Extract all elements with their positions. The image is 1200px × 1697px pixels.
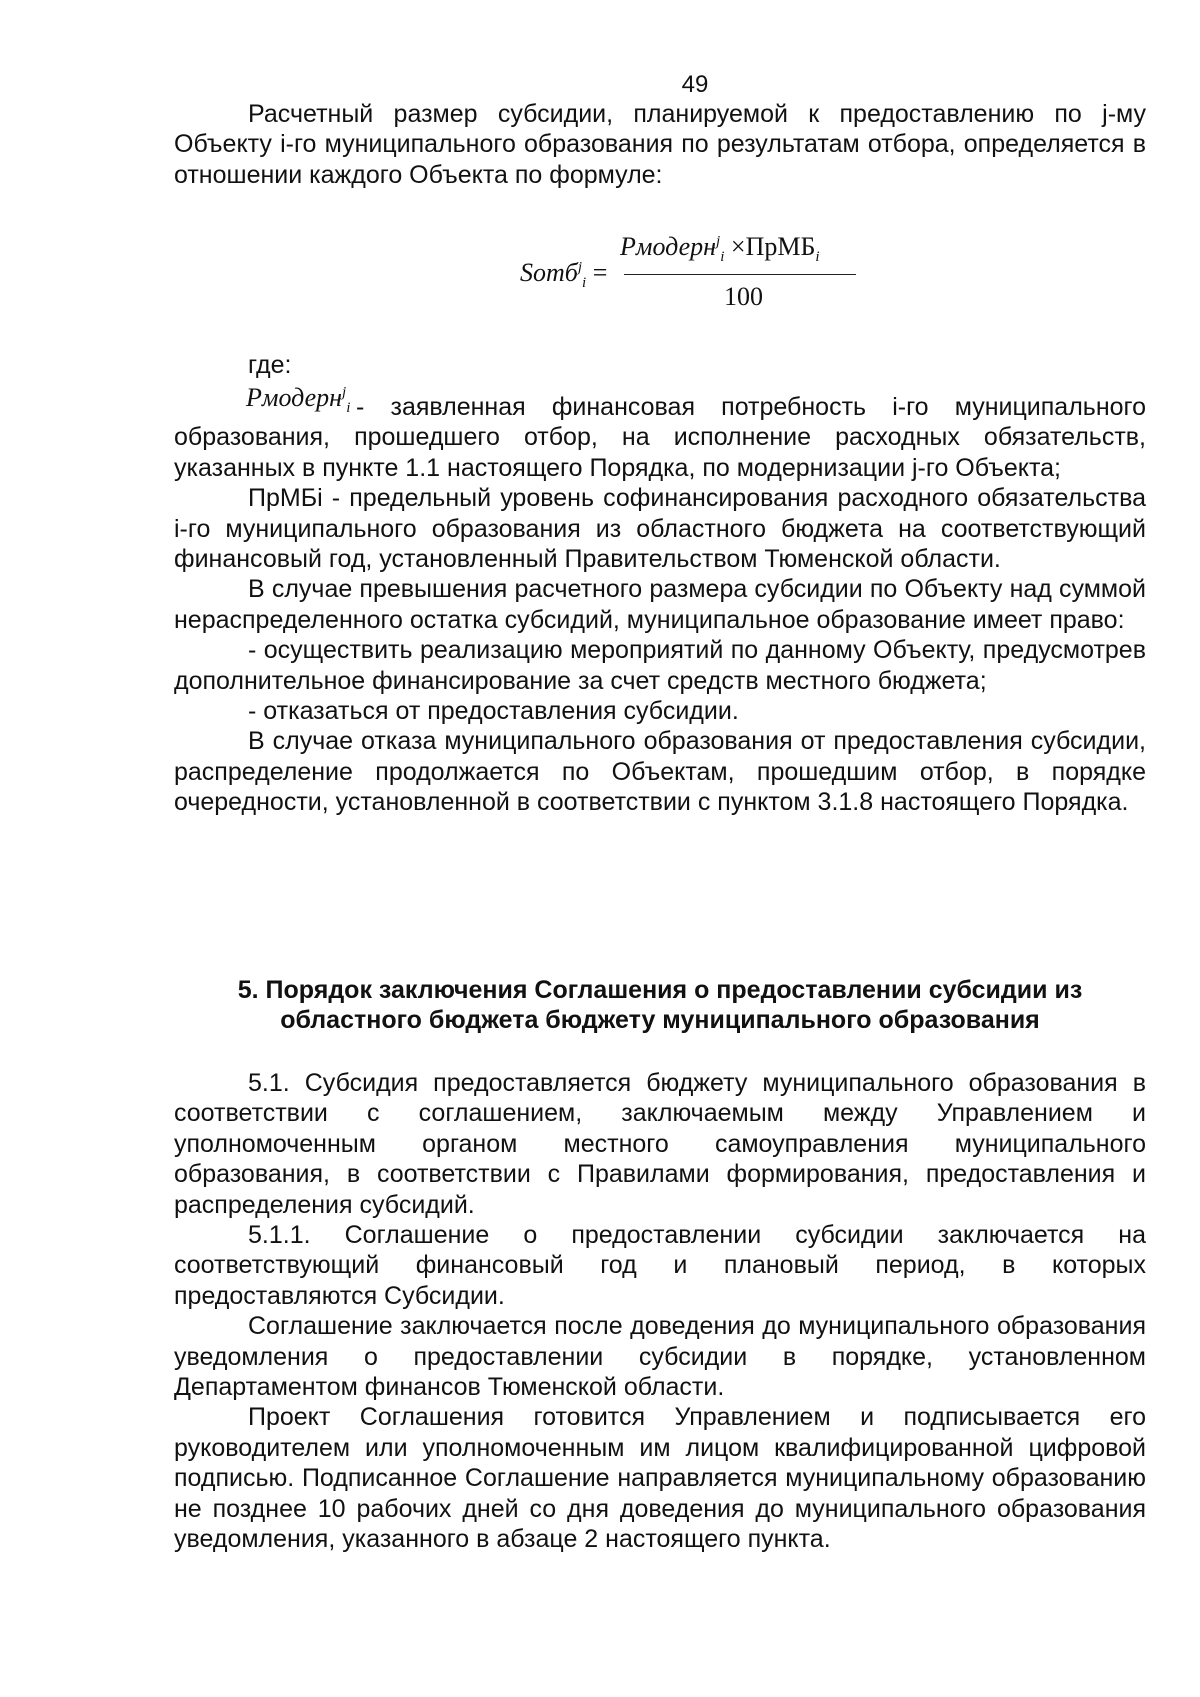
formula-times: × bbox=[730, 232, 746, 261]
definition-1-symbol bbox=[246, 383, 351, 417]
subsidy-formula bbox=[520, 232, 860, 312]
section-5-heading bbox=[174, 975, 1146, 1036]
intro-block bbox=[174, 99, 1146, 190]
formula-lhs bbox=[520, 258, 608, 292]
formula-numerator bbox=[620, 232, 820, 266]
option-1-paragraph: - осуществить реализацию мероприятий по данному Объекту, предусмотрев дополнительное финансирование за счет средств местного бюджета; bbox=[174, 636, 1146, 695]
definition-1-paragraph: - заявленная финансовая потребность i-го муниципального образования, прошедшего отбор, на исполнение расходных обязательств, указанных в пункте 1.1 настоящего Порядка, по модернизации j-го Объекта; bbox=[174, 393, 1146, 482]
definition-2-paragraph: ПрМБi - предельный уровень софинансирования расходного обязательства i-го муниципального образования из областного бюджета на соответствующий финансовый год, установленный Правительством Тюменской области. bbox=[174, 484, 1146, 574]
definitions-block bbox=[174, 392, 1146, 818]
excess-paragraph: В случае превышения расчетного размера субсидии по Объекту над суммой нераспределенного остатка субсидий, муниципальное образование имеет право: bbox=[174, 575, 1146, 634]
refusal-paragraph: В случае отказа муниципального образования от предоставления субсидии, распределение продолжается по Объектам, прошедшим отбор, в порядке очередности, установленной в соответствии с пунктом 3.1.8 настоящего Порядка. bbox=[174, 727, 1146, 817]
section-5-heading-line-2: областного бюджета бюджету муниципального образования bbox=[280, 1006, 1040, 1035]
project-paragraph: Проект Соглашения готовится Управлением и подписывается его руководителем или уполномоченным им лицом квалифицированной цифровой подписью. Подписанное Соглашение направляется муниципальному образованию не позднее 10 рабочих дней со дня доведения до муниципального образования уведомления, указанного в абзаце 2 настоящего пункта. bbox=[174, 1403, 1146, 1554]
agreement-paragraph: Соглашение заключается после доведения до муниципального образования уведомления о предоставлении субсидии в порядке, установленном Департаментом финансов Тюменской области. bbox=[174, 1312, 1146, 1402]
formula-lhs-sup: j bbox=[577, 259, 583, 276]
page-number: 49 bbox=[681, 71, 709, 98]
paragraph-5-1: 5.1. Субсидия предоставляется бюджету муниципального образования в соответствии с соглашением, заключаемым между Управлением и уполномоченным органом местного самоуправления муниципального образования, в соответствии с Правилами формирования, предоставления и распределения субсидий. bbox=[174, 1069, 1146, 1219]
formula-num-sub: i bbox=[720, 249, 725, 266]
formula-lhs-base: Somб bbox=[520, 258, 578, 287]
formula-fraction-bar bbox=[624, 274, 856, 275]
formula-num-coef: ПрМБ bbox=[745, 232, 816, 261]
section-5-body bbox=[174, 1068, 1146, 1555]
definition-1-symbol-sup: j bbox=[342, 384, 347, 401]
definition-1-symbol-base: Рмодерн bbox=[246, 383, 343, 412]
option-2-paragraph: - отказаться от предоставления субсидии. bbox=[248, 697, 739, 726]
definition-1-symbol-sub: i bbox=[346, 400, 351, 417]
formula-equals: = bbox=[592, 258, 608, 287]
where-label: где: bbox=[248, 351, 292, 379]
formula-lhs-sub: i bbox=[582, 275, 587, 292]
intro-paragraph: Расчетный размер субсидии, планируемой к предоставлению по j-му Объекту i-го муниципального образования по результатам отбора, определяется в отношении каждого Объекта по формуле: bbox=[174, 100, 1146, 189]
formula-num-var: Рмодерн bbox=[620, 232, 717, 261]
section-5-heading-line-1: 5. Порядок заключения Соглашения о предоставлении субсидии из bbox=[237, 976, 1083, 1004]
formula-num-coef-sub: i bbox=[815, 249, 820, 266]
paragraph-5-1-1: 5.1.1. Соглашение о предоставлении субсидии заключается на соответствующий финансовый год и плановый период, в которых предоставляются Субсидии. bbox=[174, 1221, 1146, 1310]
formula-denominator: 100 bbox=[724, 282, 763, 311]
formula-num-sup: j bbox=[716, 233, 721, 250]
